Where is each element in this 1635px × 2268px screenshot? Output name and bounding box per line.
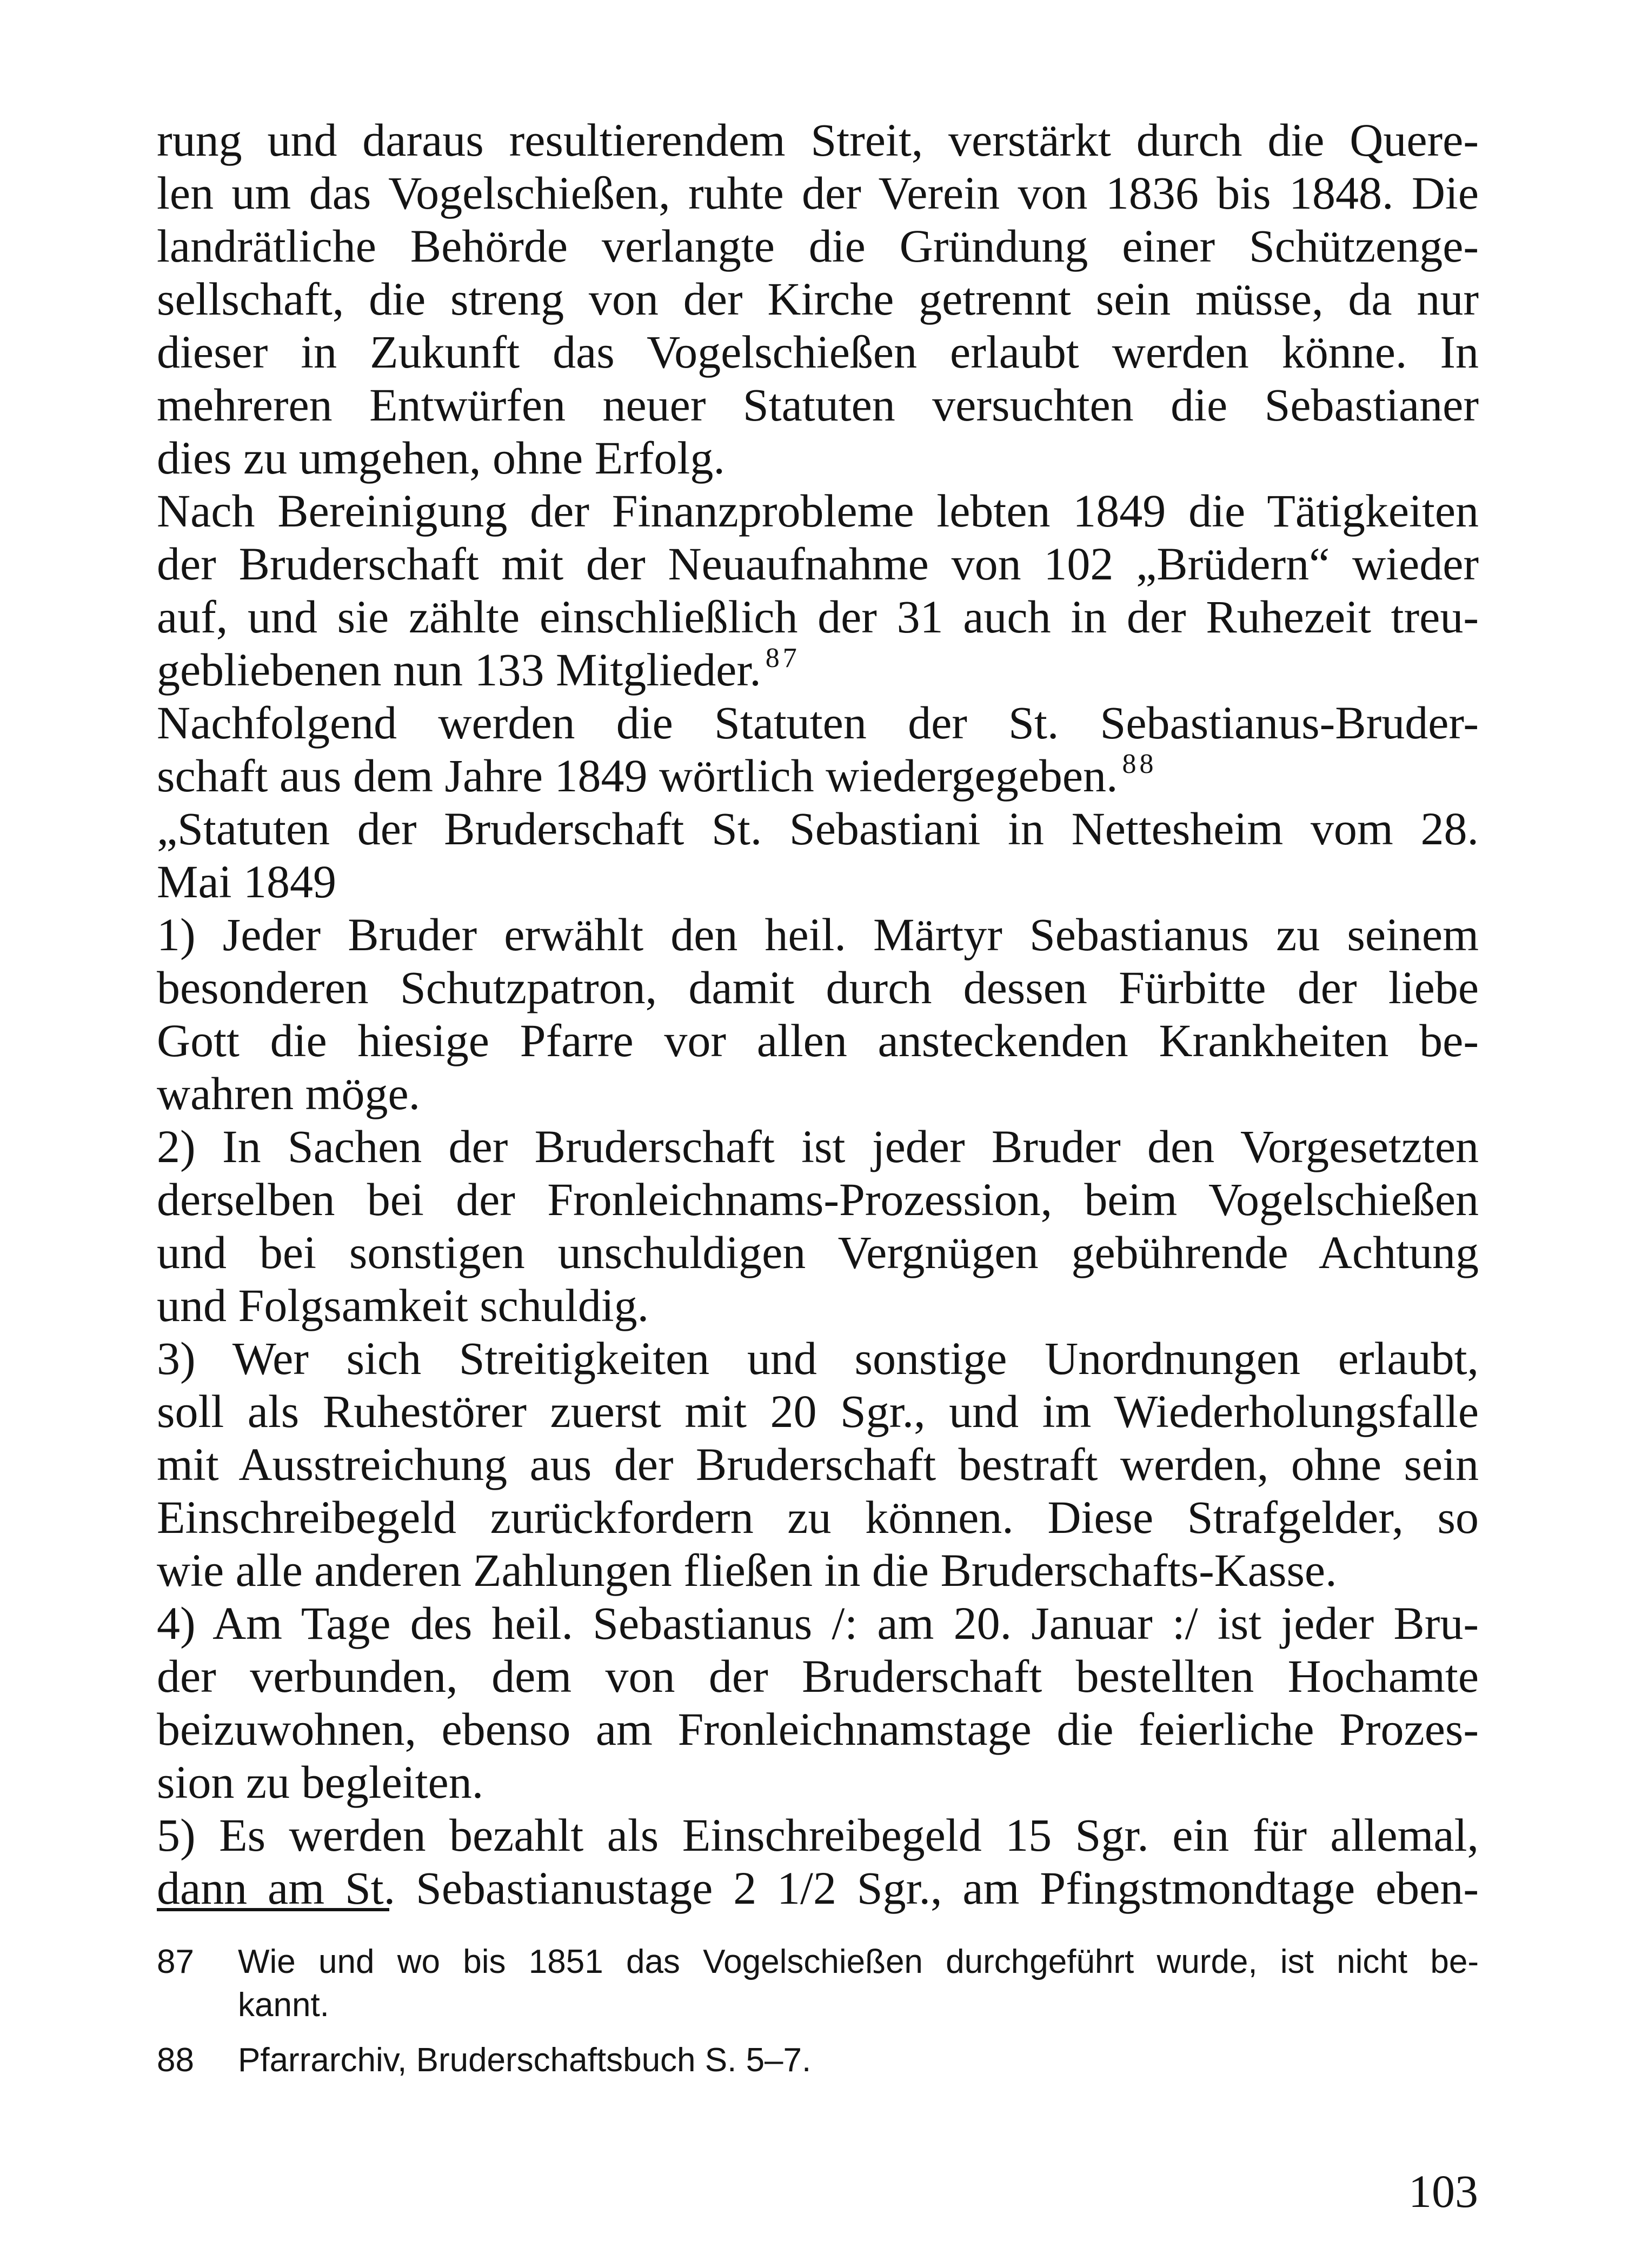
body-line <box>157 1120 1479 1173</box>
body-line <box>157 166 1479 219</box>
body-line-text: wie alle anderen Zahlungen fließen in die Bruderschafts-Kasse. <box>157 1544 1337 1596</box>
body-line <box>157 1385 1479 1438</box>
body-line-text: gebliebenen nun 133 Mitglieder. <box>157 644 761 696</box>
body-line <box>157 1650 1479 1703</box>
footnote-reference: 88 <box>1122 749 1157 779</box>
body-line <box>157 696 1479 749</box>
body-line-text: soll als Ruhestörer zuerst mit 20 Sgr., und im Wiederholungsfalle <box>157 1385 1479 1437</box>
body-line-text: 5) Es werden bezahlt als Einschreibegeld 15 Sgr. ein für allemal, <box>157 1809 1479 1861</box>
body-line <box>157 537 1479 590</box>
footnote-text <box>238 1940 1479 2027</box>
body-line-text: mit Ausstreichung aus der Bruderschaft bestraft werden, ohne sein <box>157 1438 1479 1490</box>
body-line-text: 2) In Sachen der Bruderschaft ist jeder Bruder den Vorgesetzten <box>157 1120 1479 1172</box>
body-line-text: dieser in Zukunft das Vogelschießen erlaubt werden könne. In <box>157 326 1479 378</box>
body-line <box>157 484 1479 537</box>
body-line-text: 3) Wer sich Streitigkeiten und sonstige Unordnungen erlaubt, <box>157 1332 1479 1384</box>
body-line <box>157 1279 1479 1332</box>
body-line <box>157 749 1479 802</box>
body-line <box>157 1703 1479 1756</box>
footnote-text <box>238 2039 1479 2082</box>
body-line-text: Nach Bereinigung der Finanzprobleme lebten 1849 die Tätigkeiten <box>157 485 1479 537</box>
body-line <box>157 114 1479 166</box>
footnote <box>157 2039 1479 2082</box>
body-line-text: sion zu begleiten. <box>157 1756 484 1808</box>
body-line-text: beizuwohnen, ebenso am Fronleichnamstage die feierliche Prozes- <box>157 1703 1479 1755</box>
body-line-text: und Folgsamkeit schuldig. <box>157 1279 649 1331</box>
body-line <box>157 1491 1479 1544</box>
body-line <box>157 961 1479 1014</box>
body-line <box>157 1226 1479 1279</box>
main-text-block <box>157 114 1479 1915</box>
body-line <box>157 1173 1479 1226</box>
body-line <box>157 1862 1479 1915</box>
footnote-line: kannt. <box>238 1986 329 2024</box>
body-line <box>157 378 1479 431</box>
body-line-text: 1) Jeder Bruder erwählt den heil. Märtyr Sebastianus zu seinem <box>157 909 1479 960</box>
body-line-text: Nachfolgend werden die Statuten der St. Sebastianus-Bruder- <box>157 697 1479 749</box>
body-line <box>157 1756 1479 1809</box>
page-number: 103 <box>1408 2165 1478 2217</box>
body-line-text: dies zu umgehen, ohne Erfolg. <box>157 432 725 484</box>
body-line-text: dann am St. Sebastianustage 2 1/2 Sgr., am Pfingstmondtage eben- <box>157 1862 1479 1914</box>
footnote-reference: 87 <box>765 643 800 673</box>
body-line-text: Einschreibegeld zurückfordern zu können. Diese Strafgelder, so <box>157 1491 1479 1543</box>
body-line-text: rung und daraus resultierendem Streit, verstärkt durch die Quere- <box>157 114 1479 166</box>
body-line <box>157 1014 1479 1067</box>
body-line-text: „Statuten der Bruderschaft St. Sebastiani in Nettesheim vom 28. <box>157 803 1479 855</box>
body-line <box>157 1067 1479 1120</box>
body-line <box>157 1332 1479 1385</box>
body-line-text: 4) Am Tage des heil. Sebastianus /: am 20. Januar :/ ist jeder Bru- <box>157 1597 1479 1649</box>
body-line <box>157 1544 1479 1597</box>
body-line <box>157 1597 1479 1650</box>
body-line-text: und bei sonstigen unschuldigen Vergnügen gebührende Achtung <box>157 1226 1479 1278</box>
body-line-text: schaft aus dem Jahre 1849 wörtlich wiedergegeben. <box>157 750 1118 802</box>
body-line <box>157 590 1479 643</box>
footnote <box>157 1940 1479 2027</box>
footnote-line: Wie und wo bis 1851 das Vogelschießen durchgeführt wurde, ist nicht be- <box>238 1943 1479 1980</box>
body-line <box>157 802 1479 855</box>
footnote-line: Pfarrarchiv, Bruderschaftsbuch S. 5–7. <box>238 2042 812 2079</box>
body-line <box>157 219 1479 272</box>
body-line-text: sellschaft, die streng von der Kirche getrennt sein müsse, da nur <box>157 273 1479 325</box>
body-line <box>157 325 1479 378</box>
body-line <box>157 643 1479 696</box>
body-line-text: Gott die hiesige Pfarre vor allen ansteckenden Krankheiten be- <box>157 1015 1479 1066</box>
body-line-text: besonderen Schutzpatron, damit durch dessen Fürbitte der liebe <box>157 962 1479 1013</box>
body-line-text: der verbunden, dem von der Bruderschaft bestellten Hochamte <box>157 1650 1479 1702</box>
body-line <box>157 272 1479 325</box>
body-line <box>157 1438 1479 1491</box>
body-line-text: derselben bei der Fronleichnams-Prozession, beim Vogelschießen <box>157 1173 1479 1225</box>
body-line <box>157 855 1479 908</box>
footnote-number: 88 <box>157 2042 194 2079</box>
footnote-separator <box>157 1908 389 1911</box>
body-line <box>157 1809 1479 1862</box>
body-line-text: mehreren Entwürfen neuer Statuten versuchten die Sebastianer <box>157 379 1479 431</box>
footnote-number: 87 <box>157 1943 194 1980</box>
body-line <box>157 908 1479 961</box>
body-line-text: len um das Vogelschießen, ruhte der Verein von 1836 bis 1848. Die <box>157 167 1479 219</box>
body-line-text: Mai 1849 <box>157 856 337 908</box>
footnotes-block <box>157 1940 1479 2094</box>
body-line <box>157 431 1479 484</box>
body-line-text: landrätliche Behörde verlangte die Gründung einer Schützenge- <box>157 220 1479 272</box>
body-line-text: wahren möge. <box>157 1068 421 1119</box>
body-line-text: der Bruderschaft mit der Neuaufnahme von 102 „Brüdern“ wieder <box>157 538 1479 590</box>
body-line-text: auf, und sie zählte einschließlich der 31 auch in der Ruhezeit treu- <box>157 591 1479 643</box>
